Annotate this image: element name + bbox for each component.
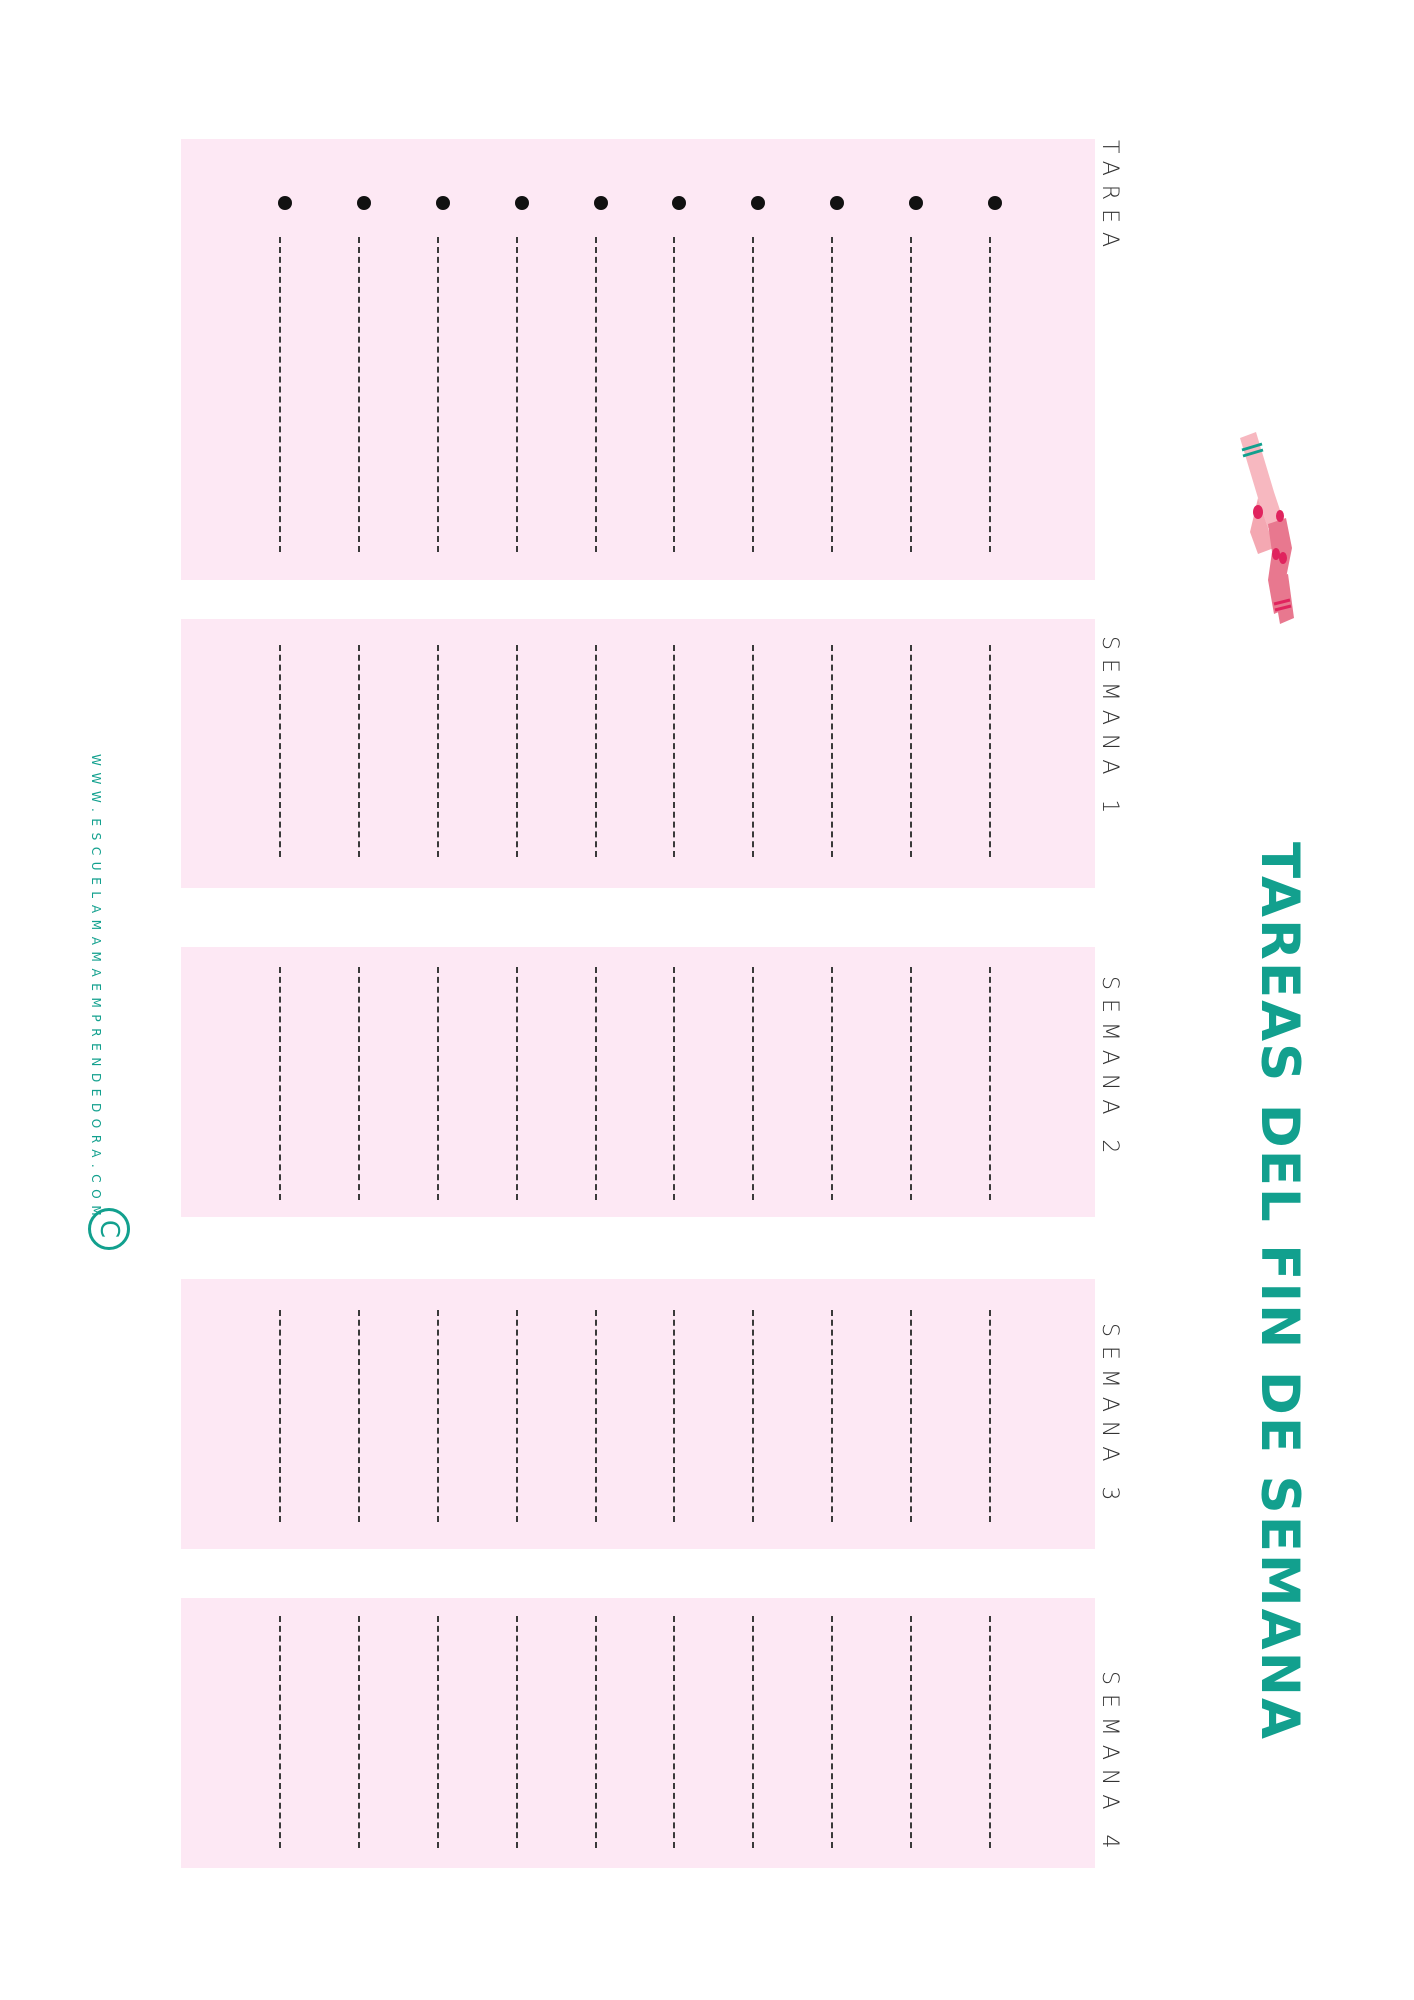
writing-line[interactable] <box>910 237 912 552</box>
writing-line[interactable] <box>752 645 754 857</box>
writing-line[interactable] <box>358 237 360 552</box>
writing-line[interactable] <box>989 237 991 552</box>
bullet-dot <box>278 196 292 210</box>
bullet-dot <box>909 196 923 210</box>
column-block-tarea <box>181 139 1095 580</box>
clasped-hands-icon <box>1228 428 1298 638</box>
writing-line[interactable] <box>279 1310 281 1522</box>
writing-line[interactable] <box>831 967 833 1200</box>
writing-line[interactable] <box>516 237 518 552</box>
header-semana-1: SEMANA 1 <box>1097 636 1122 823</box>
writing-line[interactable] <box>516 1310 518 1522</box>
writing-line[interactable] <box>437 967 439 1200</box>
bullet-dot <box>436 196 450 210</box>
writing-line[interactable] <box>358 645 360 857</box>
writing-line[interactable] <box>437 237 439 552</box>
writing-line[interactable] <box>437 1310 439 1522</box>
bullet-dot <box>988 196 1002 210</box>
writing-line[interactable] <box>279 645 281 857</box>
writing-line[interactable] <box>831 1616 833 1848</box>
writing-line[interactable] <box>752 237 754 552</box>
writing-line[interactable] <box>989 645 991 857</box>
writing-line[interactable] <box>358 1616 360 1848</box>
column-block-semana-1 <box>181 619 1095 888</box>
column-block-semana-2 <box>181 947 1095 1217</box>
page-title: TAREAS DEL FIN DE SEMANA <box>1249 842 1310 1742</box>
bullet-dot <box>672 196 686 210</box>
writing-line[interactable] <box>358 967 360 1200</box>
header-semana-2: SEMANA 2 <box>1097 976 1122 1163</box>
bullet-dot <box>594 196 608 210</box>
bullet-dot <box>515 196 529 210</box>
writing-line[interactable] <box>595 237 597 552</box>
header-semana-4: SEMANA 4 <box>1097 1671 1122 1858</box>
writing-line[interactable] <box>437 1616 439 1848</box>
writing-line[interactable] <box>673 237 675 552</box>
writing-line[interactable] <box>437 645 439 857</box>
column-block-semana-3 <box>181 1279 1095 1549</box>
bullet-dot <box>357 196 371 210</box>
writing-line[interactable] <box>989 1616 991 1848</box>
writing-line[interactable] <box>831 237 833 552</box>
writing-line[interactable] <box>752 967 754 1200</box>
writing-line[interactable] <box>989 1310 991 1522</box>
bullet-dot <box>751 196 765 210</box>
writing-line[interactable] <box>910 1616 912 1848</box>
writing-line[interactable] <box>516 645 518 857</box>
writing-line[interactable] <box>673 645 675 857</box>
writing-line[interactable] <box>595 967 597 1200</box>
writing-line[interactable] <box>910 967 912 1200</box>
writing-line[interactable] <box>279 237 281 552</box>
writing-line[interactable] <box>595 1616 597 1848</box>
writing-line[interactable] <box>358 1310 360 1522</box>
writing-line[interactable] <box>673 1310 675 1522</box>
writing-line[interactable] <box>595 1310 597 1522</box>
writing-line[interactable] <box>989 967 991 1200</box>
writing-line[interactable] <box>910 645 912 857</box>
header-tarea: TAREA <box>1097 140 1122 257</box>
writing-line[interactable] <box>831 645 833 857</box>
writing-line[interactable] <box>752 1310 754 1522</box>
copyright-icon: C <box>88 1208 130 1250</box>
website-url: WWW.ESCUELAMAMAEMPRENDEDORA.COM <box>89 754 103 1223</box>
header-semana-3: SEMANA 3 <box>1097 1323 1122 1510</box>
writing-line[interactable] <box>516 1616 518 1848</box>
writing-line[interactable] <box>910 1310 912 1522</box>
writing-line[interactable] <box>279 967 281 1200</box>
column-block-semana-4 <box>181 1598 1095 1868</box>
writing-line[interactable] <box>673 967 675 1200</box>
bullet-dot <box>830 196 844 210</box>
writing-line[interactable] <box>673 1616 675 1848</box>
writing-line[interactable] <box>752 1616 754 1848</box>
writing-line[interactable] <box>516 967 518 1200</box>
writing-line[interactable] <box>831 1310 833 1522</box>
writing-line[interactable] <box>595 645 597 857</box>
writing-line[interactable] <box>279 1616 281 1848</box>
